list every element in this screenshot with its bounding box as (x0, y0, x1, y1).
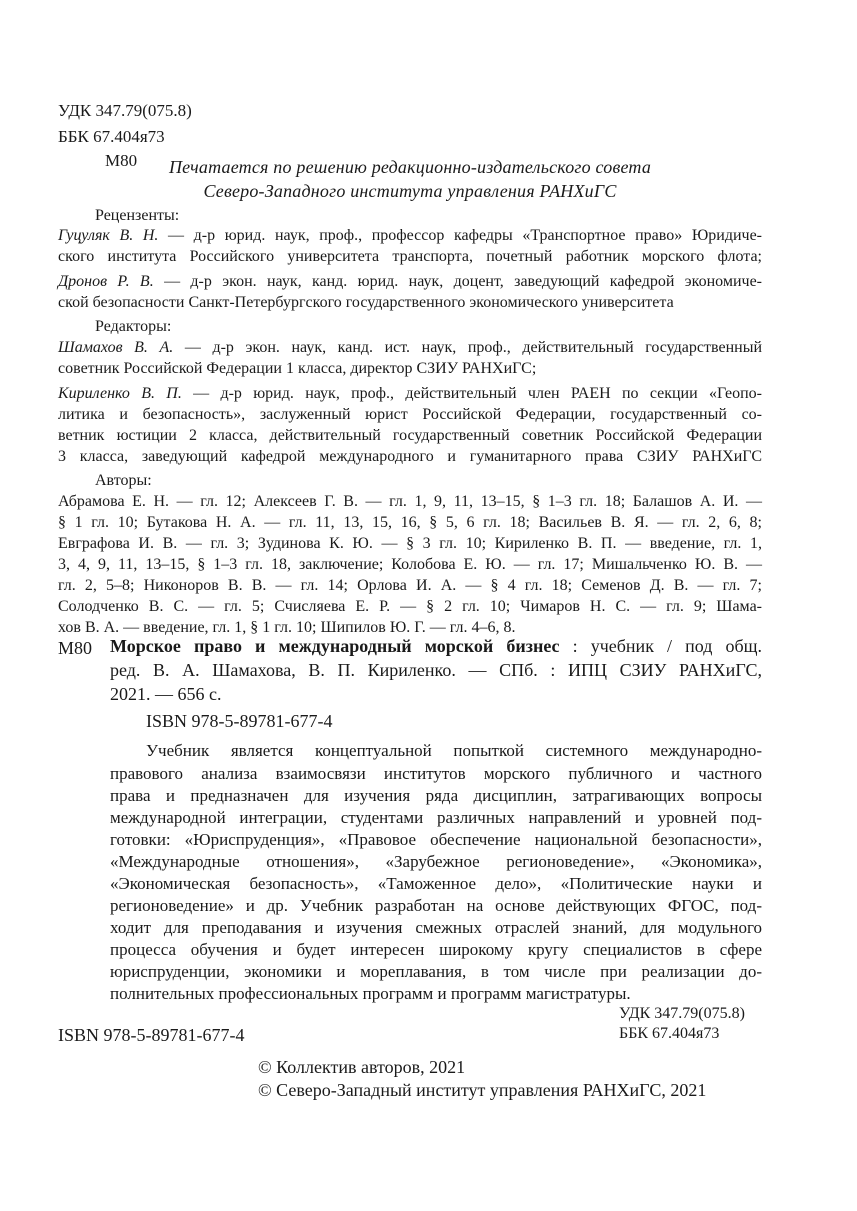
annotation-line: ходит для преподавания и изучения смежных отраслей знаний, для модульного (110, 918, 762, 937)
annotation-line: права и предназначен для изучения ряда дисциплин, затрагивающих вопросы (110, 786, 762, 805)
editor-1-name: Шамахов В. А. (58, 339, 174, 356)
authors-line: Солодченко В. С. — гл. 5; Счисляева Е. Р. — § 2 гл. 10; Чимаров Н. С. — гл. 9; Шама- (58, 598, 762, 615)
annotation-line: регионоведение» и др. Учебник разработан на основе действующих ФГОС, под- (110, 896, 762, 915)
annotation-line: Учебник является концептуальной попыткой системного международно- (146, 741, 762, 760)
annotation-line: «Международные отношения», «Зарубежное регионоведение», «Экономика», (110, 852, 762, 871)
council-line-1: Печатается по решению редакционно-издательского совета (168, 157, 652, 177)
annotation-line: полнительных профессиональных программ и программ магистратуры. (110, 984, 631, 1003)
book-record-line-1: Морское право и международный морской бизнес : учебник / под общ. (110, 636, 762, 656)
authors-line: Евграфова И. В. — гл. 3; Зудинова К. Ю. — § 3 гл. 10; Кириленко В. П. — введение, гл. 1, (58, 535, 762, 552)
footer-isbn: ISBN 978-5-89781-677-4 (58, 1025, 245, 1045)
authors-heading: Авторы: (95, 472, 152, 489)
book-record-line-2: ред. В. А. Шамахова, В. П. Кириленко. — СПб. : ИПЦ СЗИУ РАНХиГС, (110, 660, 762, 680)
book-title: Морское право и международный морской бизнес (110, 636, 560, 656)
editor-2-line-4: 3 класса, заведующий кафедрой международного и гуманитарного права СЗИУ РАНХиГС (58, 448, 762, 465)
editor-2-name: Кириленко В. П. (58, 385, 182, 402)
copyright-authors: © Коллектив авторов, 2021 (258, 1057, 466, 1077)
authors-line: Абрамова Е. Н. — гл. 12; Алексеев Г. В. — гл. 1, 9, 11, 13–15, § 1–3 гл. 18; Балашов А. И. — (58, 493, 762, 510)
book-author-mark: М80 (58, 638, 93, 658)
author-mark: М80 (105, 151, 138, 170)
editor-1-line-2: советник Российской Федерации 1 класса, директор СЗИУ РАНХиГС; (58, 360, 537, 377)
annotation-line: «Экономическая безопасность», «Таможенное дело», «Политические науки и (110, 874, 762, 893)
authors-line: § 1 гл. 10; Бутакова Н. А. — гл. 11, 13, 15, 16, § 5, 6 гл. 18; Васильев В. Я. — гл. 2, 6, 8; (58, 514, 762, 531)
footer-udk: УДК 347.79(075.8) (619, 1005, 745, 1022)
reviewer-2-name: Дронов Р. В. (58, 273, 154, 290)
editor-2-line-2: литика и безопасность», заслуженный юрист Российской Федерации, государственный со- (58, 406, 762, 423)
council-line-2: Северо-Западного института управления РАНХиГС (203, 181, 617, 201)
reviewer-2-line-1: Дронов Р. В. — д-р экон. наук, канд. юрид. наук, доцент, заведующий кафедрой экономиче- (58, 273, 762, 290)
footer-bbk: ББК 67.404я73 (619, 1025, 720, 1042)
annotation-line: готовки: «Юриспруденция», «Правовое обеспечение национальной безопасности», (110, 830, 762, 849)
udk-code: УДК 347.79(075.8) (58, 101, 192, 120)
reviewer-1-line-1: Гуцуляк В. Н. — д-р юрид. наук, проф., профессор кафедры «Транспортное право» Юридиче- (58, 227, 762, 244)
reviewers-heading: Рецензенты: (95, 207, 180, 224)
book-isbn: ISBN 978-5-89781-677-4 (146, 711, 333, 731)
editors-heading: Редакторы: (95, 318, 172, 335)
annotation-line: юриспруденции, экономики и мореплавания, в том числе при реализации до- (110, 962, 762, 981)
copyright-institute: © Северо-Западный институт управления РАНХиГС, 2021 (258, 1080, 707, 1100)
annotation-line: процесса обучения и будет интересен широкому кругу специалистов в сфере (110, 940, 762, 959)
bbk-code: ББК 67.404я73 (58, 127, 165, 146)
book-record-line-3: 2021. — 656 с. (110, 684, 222, 704)
editor-1-line-1: Шамахов В. А. — д-р экон. наук, канд. ист. наук, проф., действительный государственный (58, 339, 762, 356)
annotation-line: международной интеграции, студентами различных направлений и уровней под- (110, 808, 762, 827)
annotation-line: правового анализа взаимосвязи институтов морского публичного и частного (110, 764, 762, 783)
editor-2-line-1: Кириленко В. П. — д-р юрид. наук, проф., действительный член РАЕН по секции «Геопо- (58, 385, 762, 402)
reviewer-1-name: Гуцуляк В. Н. (58, 227, 159, 244)
authors-line: гл. 2, 5–8; Никоноров В. В. — гл. 14; Орлова И. А. — § 4 гл. 18; Семенов Д. В. — гл. 7; (58, 577, 762, 594)
reviewer-1-line-2: ского института Российского университета транспорта, почетный работник морского флота; (58, 248, 762, 265)
authors-line: 3, 4, 9, 11, 13–15, § 1–3 гл. 18, заключение; Колобова Е. Ю. — гл. 17; Мишальченко Ю. В. — (58, 556, 762, 573)
authors-line: хов В. А. — введение, гл. 1, § 1 гл. 10; Шипилов Ю. Г. — гл. 4–6, 8. (58, 619, 516, 636)
reviewer-2-line-2: ской безопасности Санкт-Петербургского государственного экономического университета (58, 294, 674, 311)
editor-2-line-3: ветник юстиции 2 класса, действительный государственный советник Российской Федерации (58, 427, 762, 444)
